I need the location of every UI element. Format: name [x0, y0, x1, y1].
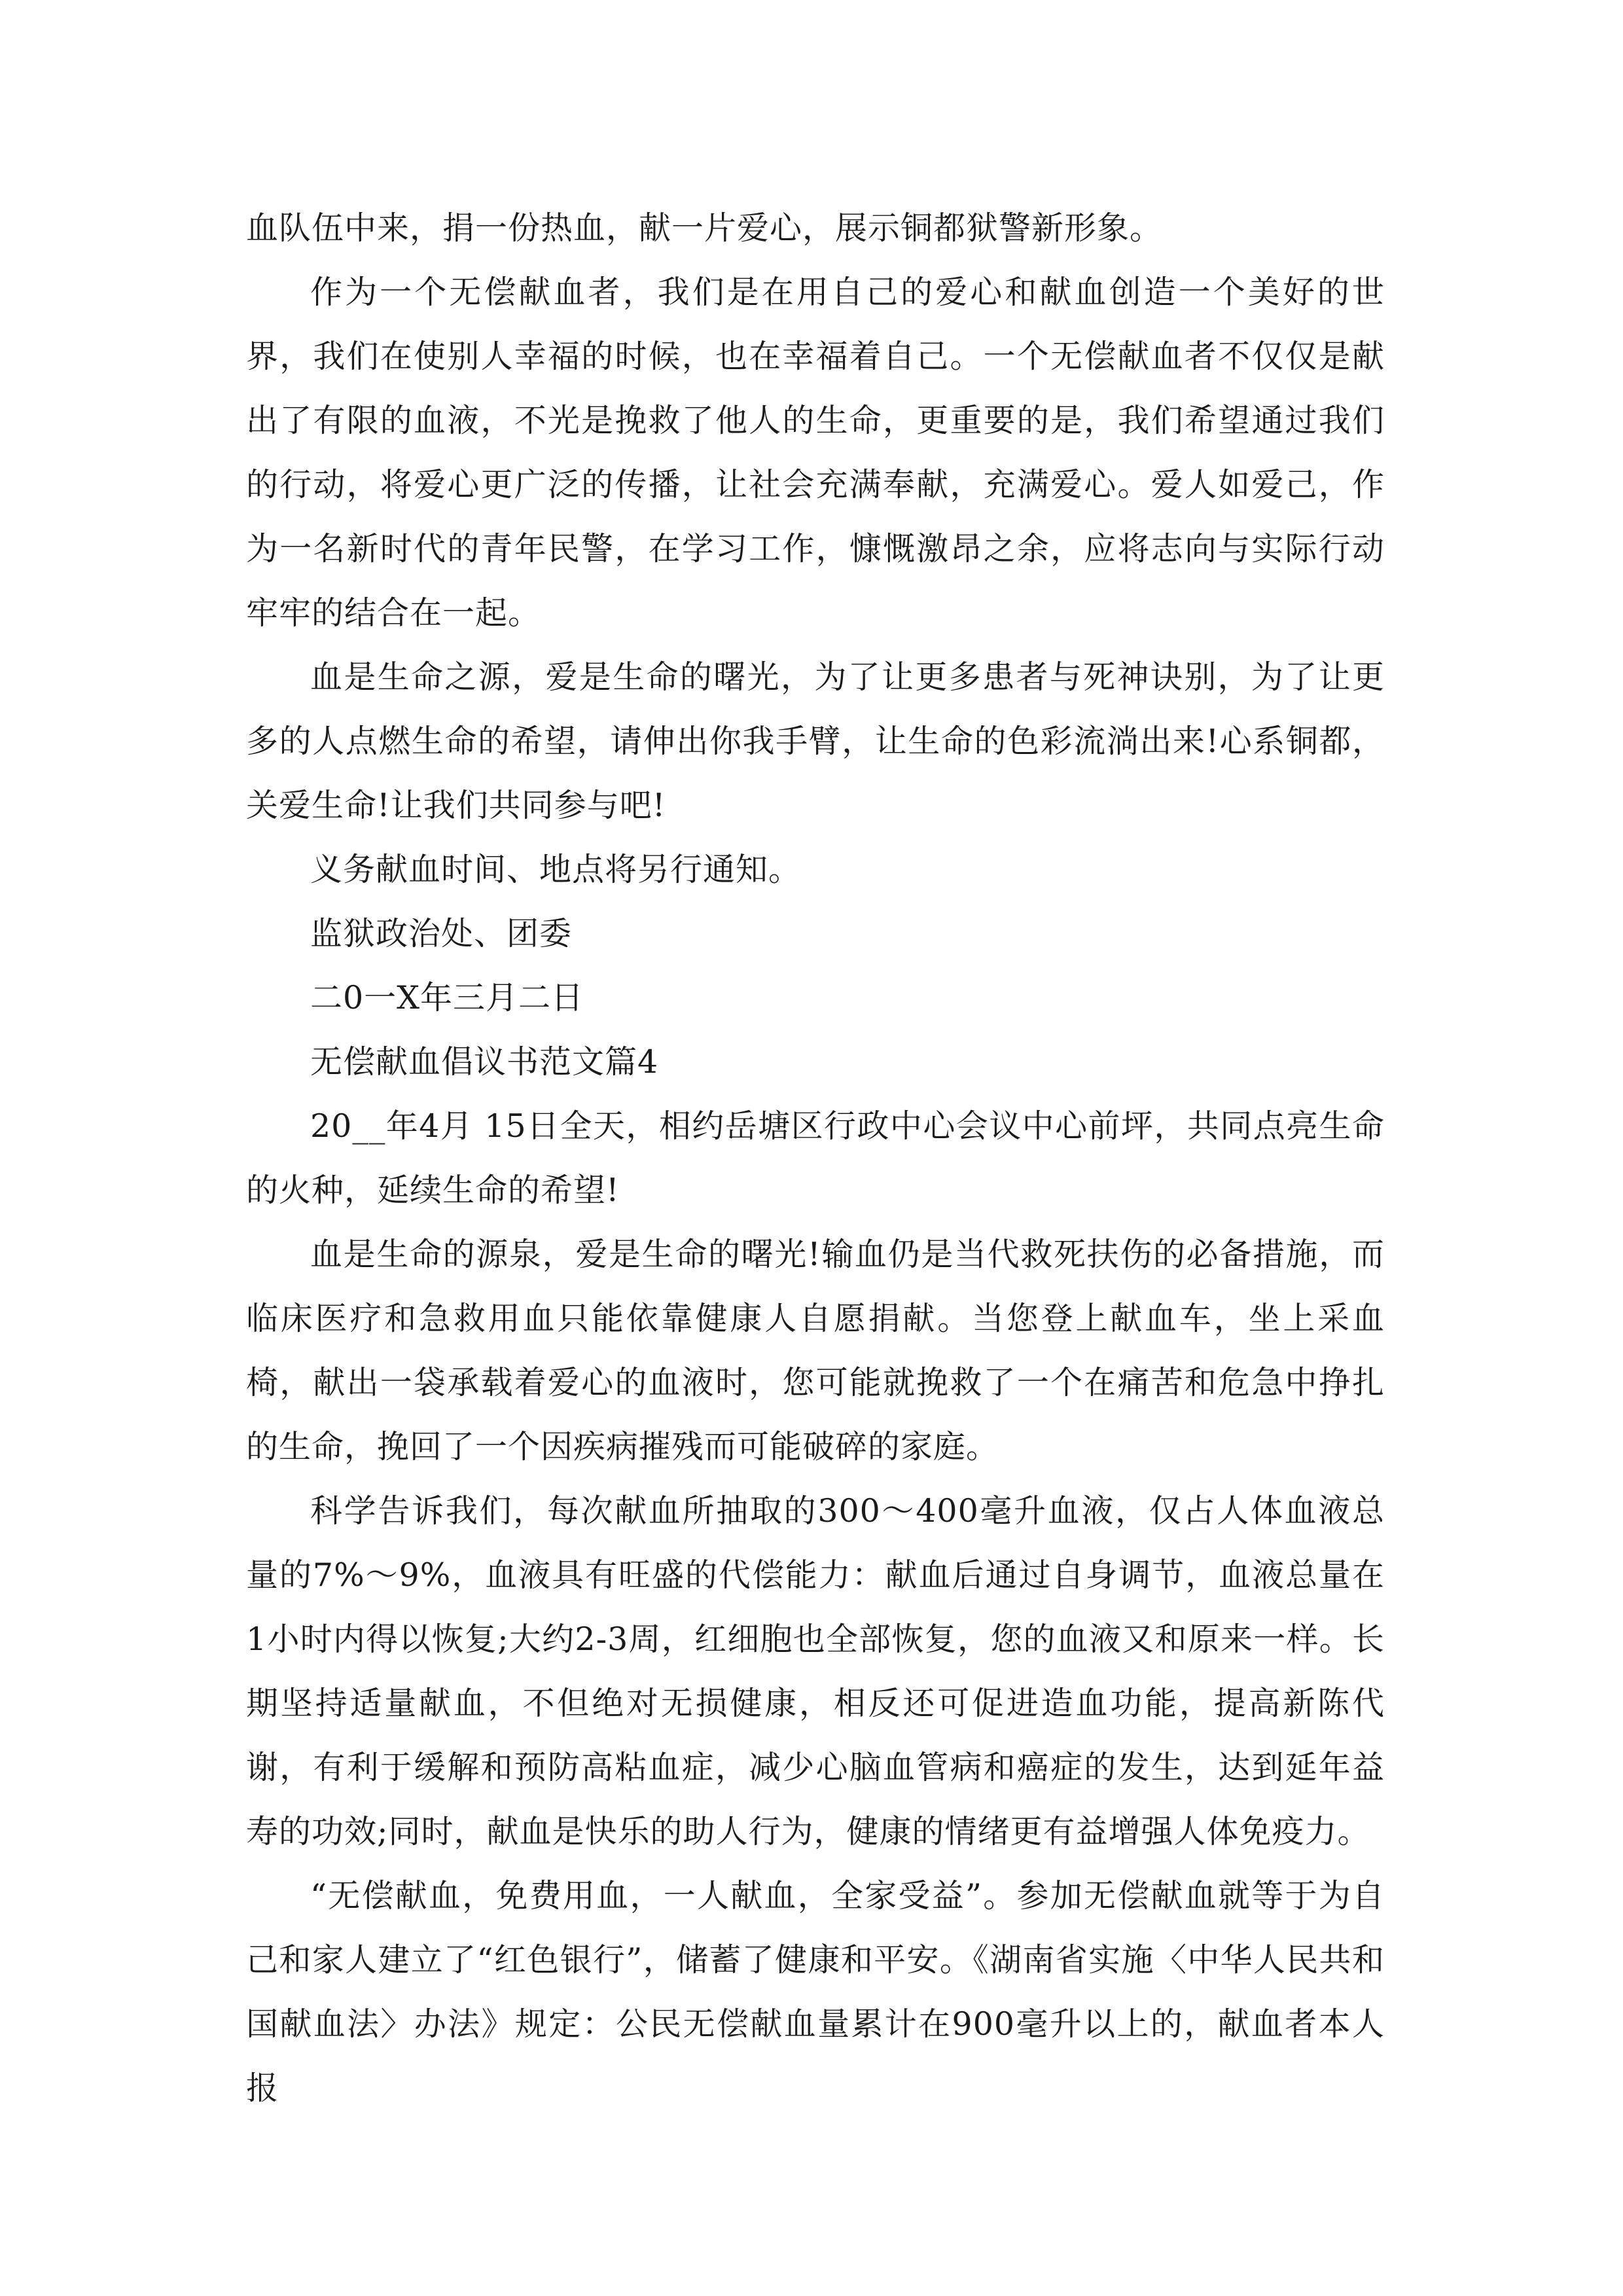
paragraph-blood-source-of-life: 血是生命之源，爱是生命的曙光，为了让更多患者与死神诀别，为了让更多的人点燃生命的希望，请伸出你我手臂，让生命的色彩流淌出来!心系铜都，关爱生命!让我们共同参与吧! — [246, 658, 1385, 824]
paragraph-continuation: 血队伍中来，捐一份热血，献一片爱心，展示铜都狱警新形象。 — [246, 209, 1163, 247]
paragraph-science: 科学告诉我们，每次献血所抽取的300～400毫升血液，仅占人体血液总量的7%～9%，血液具有旺盛的代偿能力：献血后通过自身调节，血液总量在1小时内得以恢复;大约2-3周，红细胞也全部恢复，您的血液又和原来一样。长期坚持适量献血，不但绝对无损健康，相反还可促进造血功能，提高新陈代谢，有利于缓解和预防高粘血症，减少心脑血管病和癌症的发生，达到延年益寿的功效;同时，献血是快乐的助人行为，健康的情绪更有益增强人体免疫力。 — [246, 1492, 1385, 1850]
signature-department: 监狱政治处、团委 — [310, 915, 573, 952]
section-heading: 无偿献血倡议书范文篇4 — [310, 1043, 659, 1081]
paragraph-regulation: “无偿献血，免费用血，一人献血，全家受益”。参加无偿献血就等于为自己和家人建立了“红色银行”，储蓄了健康和平安。《湖南省实施〈中华人民共和国献血法〉办法》规定：公民无偿献血量累计在900毫升以上的，献血者本人报 — [246, 1877, 1385, 2107]
signature-date: 二0一X年三月二日 — [310, 979, 584, 1016]
notice-time-place: 义务献血时间、地点将另行通知。 — [310, 851, 802, 888]
paragraph-volunteer-donor: 作为一个无偿献血者，我们是在用自己的爱心和献血创造一个美好的世界，我们在使别人幸福的时候，也在幸福着自己。一个无偿献血者不仅仅是献出了有限的血液，不光是挽救了他人的生命，更重要的是，我们希望通过我们的行动，将爱心更广泛的传播，让社会充满奉献，充满爱心。爱人如爱己，作为一名新时代的青年民警，在学习工作，慷慨激昂之余，应将志向与实际行动牢牢的结合在一起。 — [246, 274, 1385, 632]
document-page — [246, 196, 1385, 2121]
paragraph-event-date: 20__年4月 15日全天，相约岳塘区行政中心会议中心前坪，共同点亮生命的火种，延续生命的希望! — [246, 1107, 1385, 1209]
paragraph-blood-transfusion: 血是生命的源泉，爱是生命的曙光!输血仍是当代救死扶伤的必备措施，而临床医疗和急救用血只能依靠健康人自愿捐献。当您登上献血车，坐上采血椅，献出一袋承载着爱心的血液时，您可能就挽救了一个在痛苦和危急中挣扎的生命，挽回了一个因疾病摧残而可能破碎的家庭。 — [246, 1236, 1385, 1465]
